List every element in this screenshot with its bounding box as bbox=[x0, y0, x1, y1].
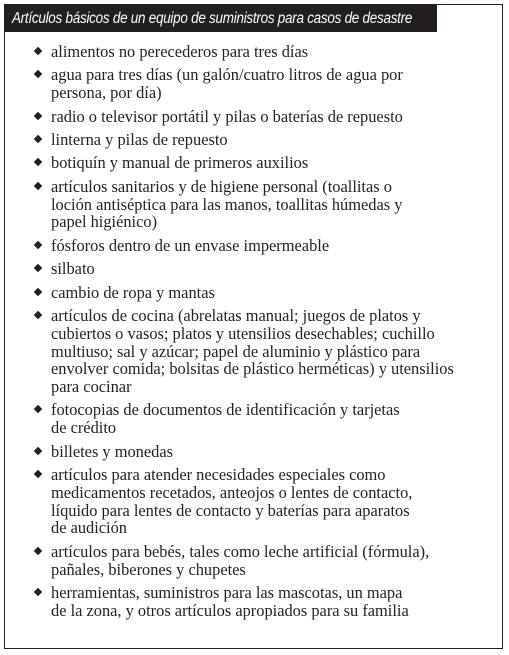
bullet-icon bbox=[34, 588, 42, 596]
bullet-icon bbox=[34, 70, 42, 78]
bullet-icon bbox=[34, 547, 42, 555]
list-item-text: linterna y pilas de repuesto bbox=[51, 129, 228, 149]
list-item-text: persona, por día) bbox=[51, 83, 162, 103]
supply-list bbox=[5, 43, 502, 625]
list-item-text: fotocopias de documentos de identificación y tarjetas bbox=[51, 400, 400, 420]
list-item bbox=[5, 108, 502, 126]
list-item-text: de crédito bbox=[51, 418, 117, 438]
list-item bbox=[5, 43, 502, 61]
bullet-icon bbox=[34, 470, 42, 478]
list-item bbox=[5, 154, 502, 172]
list-item bbox=[5, 584, 502, 620]
list-item-text: líquido para lentes de contacto y baterías para aparatos bbox=[51, 500, 410, 520]
list-item bbox=[5, 131, 502, 149]
bullet-icon bbox=[34, 158, 42, 166]
bullet-icon bbox=[34, 405, 42, 413]
bullet-icon bbox=[34, 264, 42, 272]
list-item-text: agua para tres días (un galón/cuatro litros de agua por bbox=[51, 65, 403, 85]
list-item-text: alimentos no perecederos para tres días bbox=[51, 42, 309, 61]
supply-kit-box bbox=[4, 4, 503, 649]
list-item bbox=[5, 543, 502, 579]
list-item-text: artículos para bebés, tales como leche artificial (fórmula), bbox=[51, 541, 430, 561]
bullet-icon bbox=[34, 135, 42, 143]
list-item-text: multiuso; sal y azúcar; papel de aluminio y plástico para bbox=[51, 341, 421, 361]
list-item-text: fósforos dentro de un envase impermeable bbox=[51, 235, 330, 255]
list-item-text: billetes y monedas bbox=[51, 441, 173, 461]
bullet-icon bbox=[34, 311, 42, 319]
list-item-text: de la zona, y otros artículos apropiados para su familia bbox=[51, 600, 409, 620]
bullet-icon bbox=[34, 182, 42, 190]
list-item-text: artículos de cocina (abrelatas manual; juegos de platos y bbox=[51, 305, 421, 325]
list-item-text: botiquín y manual de primeros auxilios bbox=[51, 153, 309, 173]
list-item-text: artículos sanitarios y de higiene personal (toallitas o bbox=[51, 176, 392, 196]
list-item bbox=[5, 66, 502, 102]
box-title: Artículos básicos de un equipo de suministros para casos de desastre bbox=[5, 5, 437, 32]
list-item-text: loción antiséptica para las manos, toallitas húmedas y bbox=[51, 194, 403, 214]
list-item-text: artículos para atender necesidades especiales como bbox=[51, 465, 386, 485]
bullet-icon bbox=[34, 240, 42, 248]
list-item-text: silbato bbox=[51, 259, 95, 279]
list-item-text: medicamentos recetados, anteojos o lentes de contacto, bbox=[51, 482, 413, 502]
list-item-text: herramientas, suministros para las mascotas, un mapa bbox=[51, 583, 403, 603]
list-item-text: para cocinar bbox=[51, 377, 132, 397]
list-item bbox=[5, 443, 502, 461]
list-item-text: radio o televisor portátil y pilas o baterías de repuesto bbox=[51, 106, 403, 126]
list-item-text: cambio de ropa y mantas bbox=[51, 282, 215, 302]
list-item bbox=[5, 237, 502, 255]
list-item bbox=[5, 466, 502, 537]
bullet-icon bbox=[34, 446, 42, 454]
list-item-text: envolver comida; bolsitas de plástico herméticas) y utensilios bbox=[51, 359, 454, 379]
list-item-text: papel higiénico) bbox=[51, 212, 158, 232]
list-item-text: cubiertos o vasos; platos y utensilios desechables; cuchillo bbox=[51, 323, 435, 343]
list-item bbox=[5, 307, 502, 396]
bullet-icon bbox=[34, 287, 42, 295]
list-item bbox=[5, 401, 502, 437]
list-item bbox=[5, 260, 502, 278]
list-item-text: de audición bbox=[51, 518, 128, 538]
list-item-text: pañales, biberones y chupetes bbox=[51, 559, 246, 579]
bullet-icon bbox=[34, 47, 42, 55]
list-item bbox=[5, 284, 502, 302]
bullet-icon bbox=[34, 111, 42, 119]
list-item bbox=[5, 178, 502, 231]
